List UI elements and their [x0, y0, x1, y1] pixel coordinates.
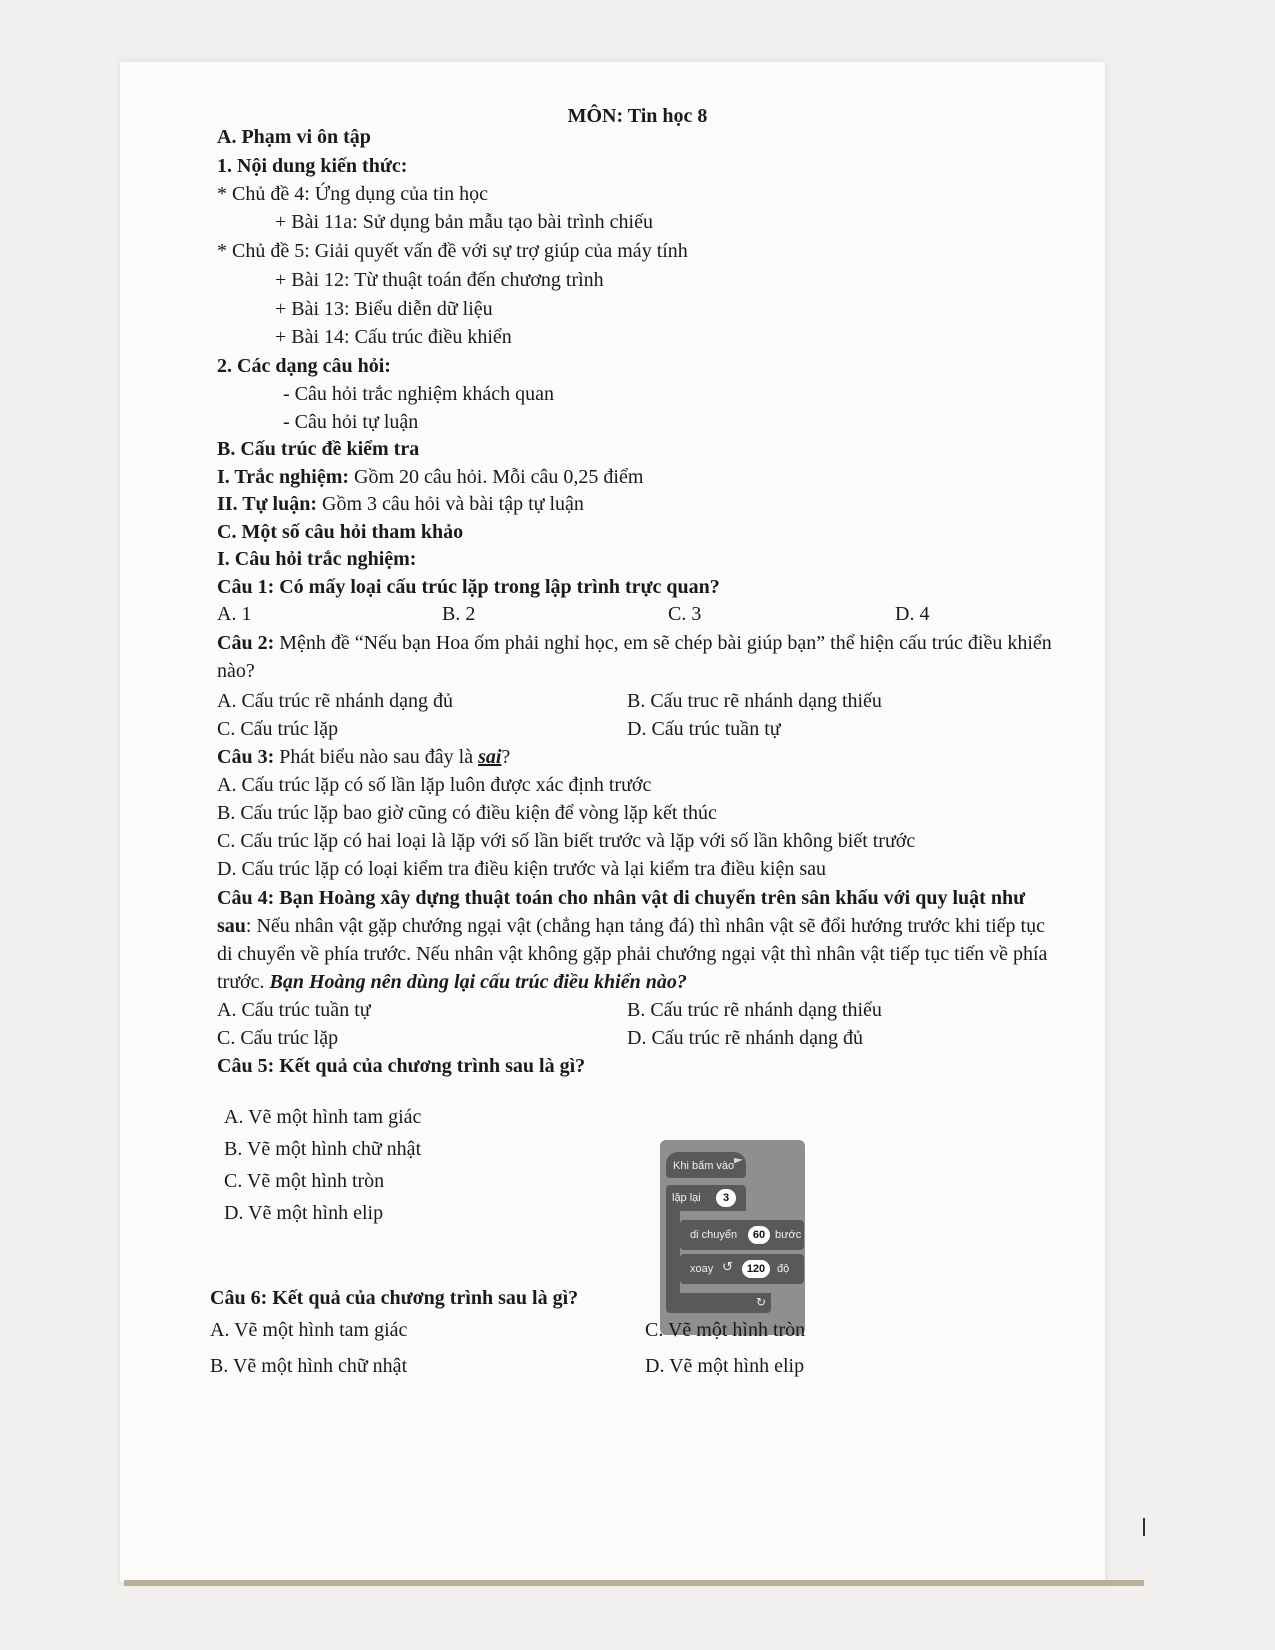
lesson-13: + Bài 13: Biểu diễn dữ liệu — [275, 298, 493, 320]
turn-unit: độ — [777, 1263, 790, 1275]
q4-option-b: B. Cấu trúc rẽ nhánh dạng thiếu — [627, 999, 882, 1021]
question-type-mcq: - Câu hỏi trắc nghiệm khách quan — [283, 383, 555, 405]
repeat-block — [666, 1185, 746, 1211]
question-4: Câu 4: Bạn Hoàng xây dựng thuật toán cho nhân vật di chuyển trên sân khấu với quy luật như — [217, 887, 1026, 909]
q6-option-a: A. Vẽ một hình tam giác — [210, 1319, 408, 1341]
question-4-line-3: di chuyển về phía trước. Nếu nhân vật không gặp phải chướng ngại vật thì nhân vật tiếp tục tiến về phía — [217, 943, 1048, 965]
turn-block — [680, 1254, 804, 1284]
hat-label: Khi bấm vào — [673, 1160, 735, 1172]
section-c-heading: C. Một số câu hỏi tham khảo — [217, 521, 464, 543]
lesson-12: + Bài 12: Từ thuật toán đến chương trình — [275, 269, 604, 291]
green-flag-icon — [734, 1158, 743, 1167]
repeat-count: 3 — [716, 1189, 736, 1207]
turn-degrees: 120 — [742, 1260, 770, 1278]
knowledge-heading: 1. Nội dung kiến thức: — [217, 155, 408, 177]
q6-option-b: B. Vẽ một hình chữ nhật — [210, 1355, 408, 1377]
q2-option-a: A. Cấu trúc rẽ nhánh dạng đủ — [217, 690, 454, 712]
topic-4: * Chủ đề 4: Ứng dụng của tin học — [217, 183, 489, 205]
question-types-heading: 2. Các dạng câu hỏi: — [217, 355, 391, 377]
question-3: Câu 3: Phát biểu nào sau đây là sai? — [217, 746, 511, 768]
q4-option-d: D. Cấu trúc rẽ nhánh dạng đủ — [627, 1027, 864, 1049]
move-unit: bước — [775, 1229, 802, 1241]
q2-option-d: D. Cấu trúc tuần tự — [627, 718, 781, 740]
q1-option-b: B. 2 — [442, 603, 476, 625]
move-block — [680, 1220, 804, 1250]
q5-option-a: A. Vẽ một hình tam giác — [224, 1106, 422, 1128]
repeat-label: lặp lại — [672, 1192, 701, 1204]
q4-option-c: C. Cấu trúc lặp — [217, 1027, 339, 1049]
turn-label: xoay — [690, 1263, 714, 1275]
page-bottom-edge — [124, 1580, 1144, 1586]
q3-option-a: A. Cấu trúc lặp có số lần lặp luôn được xác định trước — [217, 774, 652, 796]
page-title: MÔN: Tin học 8 — [567, 105, 708, 127]
question-2-cont: nào? — [217, 660, 255, 682]
repeat-block-side — [666, 1211, 680, 1293]
rotate-left-icon: ↺ — [722, 1259, 733, 1274]
q5-option-b: B. Vẽ một hình chữ nhật — [224, 1138, 422, 1160]
exam-part-2: II. Tự luận: Gồm 3 câu hỏi và bài tập tự luận — [217, 493, 584, 515]
q6-option-d: D. Vẽ một hình elip — [645, 1355, 805, 1377]
mcq-heading: I. Câu hỏi trắc nghiệm: — [217, 548, 417, 570]
lesson-11a: + Bài 11a: Sử dụng bản mẫu tạo bài trình chiếu — [275, 211, 653, 233]
q5-option-d: D. Vẽ một hình elip — [224, 1202, 384, 1224]
move-label: di chuyển — [690, 1229, 738, 1241]
question-6: Câu 6: Kết quả của chương trình sau là gì? — [210, 1287, 579, 1309]
question-type-essay: - Câu hỏi tự luận — [283, 411, 419, 433]
exam-part-1: I. Trắc nghiệm: Gồm 20 câu hỏi. Mỗi câu 0,25 điểm — [217, 466, 644, 488]
q4-option-a: A. Cấu trúc tuần tự — [217, 999, 371, 1021]
loop-arrow-icon: ↻ — [756, 1295, 767, 1309]
scratch-program — [660, 1140, 805, 1335]
question-1: Câu 1: Có mấy loại cấu trúc lặp trong lập trình trực quan? — [217, 576, 720, 598]
q2-option-b: B. Cấu truc rẽ nhánh dạng thiếu — [627, 690, 882, 712]
repeat-block-bottom — [666, 1293, 771, 1313]
q3-option-b: B. Cấu trúc lặp bao giờ cũng có điều kiện để vòng lặp kết thúc — [217, 802, 717, 824]
q1-option-a: A. 1 — [217, 603, 252, 625]
question-4-line-4: trước. Bạn Hoàng nên dùng lại cấu trúc điều khiển nào? — [217, 971, 687, 993]
q5-option-c: C. Vẽ một hình tròn — [224, 1170, 385, 1192]
q2-option-c: C. Cấu trúc lặp — [217, 718, 339, 740]
when-flag-clicked-block — [666, 1152, 746, 1178]
lesson-14: + Bài 14: Cấu trúc điều khiển — [275, 326, 512, 348]
q3-option-d: D. Cấu trúc lặp có loại kiểm tra điều kiện trước và lại kiểm tra điều kiện sau — [217, 858, 826, 880]
move-steps: 60 — [748, 1226, 770, 1244]
q3-option-c: C. Cấu trúc lặp có hai loại là lặp với số lần biết trước và lặp với số lần không biết trước — [217, 830, 916, 852]
question-5: Câu 5: Kết quả của chương trình sau là gì? — [217, 1055, 586, 1077]
q6-option-c: C. Vẽ một hình tròn — [645, 1319, 806, 1341]
section-b-heading: B. Cấu trúc đề kiểm tra — [217, 438, 420, 460]
edge-mark — [1143, 1518, 1145, 1536]
q1-option-c: C. 3 — [668, 603, 702, 625]
section-a-heading: A. Phạm vi ôn tập — [217, 126, 371, 148]
question-4-line-2: sau: Nếu nhân vật gặp chướng ngại vật (chẳng hạn tảng đá) thì nhân vật sẽ đổi hướng trước khi tiếp tục — [217, 915, 1045, 937]
question-2: Câu 2: Mệnh đề “Nếu bạn Hoa ốm phải nghỉ học, em sẽ chép bài giúp bạn” thể hiện cấu trúc điều khiển — [217, 632, 1052, 654]
topic-5: * Chủ đề 5: Giải quyết vấn đề với sự trợ giúp của máy tính — [217, 240, 688, 262]
q1-option-d: D. 4 — [895, 603, 930, 625]
